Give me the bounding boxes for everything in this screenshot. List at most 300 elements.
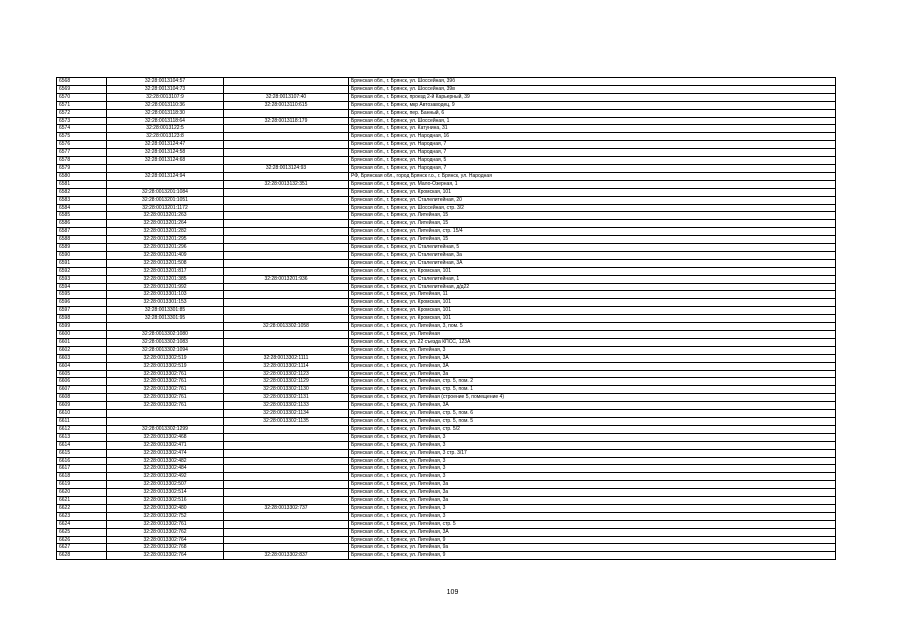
building-cadastral-number-cell [224,425,349,433]
address-cell: Брянская обл., г. Брянск, ул. Народная, 7 [349,164,836,172]
table-row [57,433,836,441]
address-cell: Брянская обл., г. Брянск, мкр Автозаводец, 9 [349,101,836,109]
row-number-cell: 6613 [57,433,107,441]
row-number-cell: 6625 [57,528,107,536]
row-number-cell: 6572 [57,109,107,117]
address-cell: Брянская обл., г. Брянск, ул. Литейная, 3а [349,489,836,497]
address-cell: Брянская обл., г. Брянск, ул. Литейная, 9 [349,552,836,560]
table-row [57,473,836,481]
row-number-cell: 6571 [57,101,107,109]
land-cadastral-number-cell: 32:28:0013201:409 [107,251,224,259]
address-cell: Брянская обл., г. Брянск, ул. Литейная, 3А [349,362,836,370]
land-cadastral-number-cell [107,323,224,331]
address-cell: Брянская обл., г. Брянск, ул. Литейная, 3а [349,370,836,378]
row-number-cell: 6608 [57,394,107,402]
row-number-cell: 6618 [57,473,107,481]
land-cadastral-number-cell: 32:28:0013302:471 [107,441,224,449]
table-row [57,267,836,275]
table-row [57,117,836,125]
address-cell: Брянская обл., г. Брянск, ул. Литейная, 3А [349,354,836,362]
address-cell: Брянская обл., г. Брянск, ул. Народная, 7 [349,141,836,149]
table-row [57,449,836,457]
row-number-cell: 6582 [57,188,107,196]
building-cadastral-number-cell [224,251,349,259]
land-cadastral-number-cell: 32:28:0013302:474 [107,449,224,457]
table-row [57,536,836,544]
building-cadastral-number-cell [224,220,349,228]
land-cadastral-number-cell: 32:28:0013201:1172 [107,204,224,212]
land-cadastral-number-cell: 32:28:0013302:764 [107,552,224,560]
address-cell: Брянская обл., г. Брянск, ул. Литейная, 3А [349,402,836,410]
row-number-cell: 6587 [57,228,107,236]
table-row [57,481,836,489]
land-cadastral-number-cell: 32:28:0013110:36 [107,101,224,109]
table-row [57,188,836,196]
building-cadastral-number-cell [224,331,349,339]
building-cadastral-number-cell: 32:28:0013302:1135 [224,417,349,425]
address-cell: Брянская обл., г. Брянск, ул. Литейная (строение 5, помещение 4) [349,394,836,402]
address-cell: Брянская обл., г. Брянск, ул. Шоссейная, 1 [349,117,836,125]
building-cadastral-number-cell [224,338,349,346]
address-cell: Брянская обл., г. Брянск, ул. Литейная, 3а [349,481,836,489]
table-row [57,417,836,425]
row-number-cell: 6589 [57,244,107,252]
table-row [57,259,836,267]
address-cell: Брянская обл., г. Брянск, ул. Народная, 7 [349,149,836,157]
row-number-cell: 6623 [57,512,107,520]
address-cell: Брянская обл., г. Брянск, ул. Кромская, 101 [349,307,836,315]
address-cell: Брянская обл., г. Брянск, ул. Литейная, 3А [349,528,836,536]
building-cadastral-number-cell: 32:28:0013302:1134 [224,410,349,418]
row-number-cell: 6619 [57,481,107,489]
land-cadastral-number-cell: 32:28:0013302:761 [107,386,224,394]
address-cell: Брянская обл., г. Брянск, ул. Литейная, 3, пом. 5 [349,323,836,331]
row-number-cell: 6594 [57,283,107,291]
building-cadastral-number-cell: 32:28:0013124:93 [224,164,349,172]
row-number-cell: 6609 [57,402,107,410]
table-row [57,251,836,259]
address-cell: Брянская обл., г. Брянск, ул. Народная, 16 [349,133,836,141]
table-row [57,552,836,560]
page-number: 109 [446,589,459,596]
address-cell: Брянская обл., г. Брянск, ул. Литейная, 3 [349,473,836,481]
table-row [57,244,836,252]
land-cadastral-number-cell: 32:28:0013302:519 [107,354,224,362]
building-cadastral-number-cell [224,109,349,117]
table-row [57,497,836,505]
building-cadastral-number-cell [224,283,349,291]
building-cadastral-number-cell [224,228,349,236]
table-row [57,125,836,133]
building-cadastral-number-cell [224,433,349,441]
address-cell: Брянская обл., г. Брянск, ул. 22 съезда КПСС, 123А [349,338,836,346]
table-row [57,331,836,339]
row-number-cell: 6620 [57,489,107,497]
table-row [57,307,836,315]
table-row [57,164,836,172]
building-cadastral-number-cell: 32:28:0013302:1129 [224,378,349,386]
land-cadastral-number-cell: 32:28:0013122:5 [107,125,224,133]
table-row [57,362,836,370]
building-cadastral-number-cell [224,544,349,552]
address-cell: Брянская обл., г. Брянск, ул. Кромская, 101 [349,188,836,196]
row-number-cell: 6611 [57,417,107,425]
address-cell: Брянская обл., г. Брянск, ул. Сталелитейная, 5 [349,244,836,252]
table-row [57,299,836,307]
address-cell: Брянская обл., г. Брянск, ул. Литейная, 3 [349,441,836,449]
row-number-cell: 6588 [57,236,107,244]
land-cadastral-number-cell: 32:28:0013302:761 [107,394,224,402]
address-cell: Брянская обл., г. Брянск, пер. Банный, 6 [349,109,836,117]
row-number-cell: 6580 [57,172,107,180]
land-cadastral-number-cell: 32:28:0013302:761 [107,520,224,528]
land-cadastral-number-cell: 32:28:0013302:480 [107,504,224,512]
table-row [57,520,836,528]
building-cadastral-number-cell: 32:28:0013201:936 [224,275,349,283]
table-row [57,78,836,86]
building-cadastral-number-cell [224,512,349,520]
building-cadastral-number-cell [224,196,349,204]
address-cell: Брянская обл., г. Брянск, ул. Литейная, стр. 5, пом. 5 [349,417,836,425]
building-cadastral-number-cell [224,141,349,149]
address-cell: Брянская обл., г. Брянск, ул. Литейная, стр. 15/4 [349,228,836,236]
land-cadastral-number-cell: 32:28:0013104:73 [107,85,224,93]
land-cadastral-number-cell: 32:28:0013302:1080 [107,331,224,339]
row-number-cell: 6581 [57,180,107,188]
row-number-cell: 6597 [57,307,107,315]
row-number-cell: 6614 [57,441,107,449]
table-row [57,101,836,109]
row-number-cell: 6627 [57,544,107,552]
row-number-cell: 6592 [57,267,107,275]
row-number-cell: 6569 [57,85,107,93]
building-cadastral-number-cell: 32:28:0013302:1130 [224,386,349,394]
address-cell: Брянская обл., г. Брянск, ул. Литейная, 11 [349,291,836,299]
address-cell: Брянская обл., г. Брянск, ул. Шоссейная, 39в [349,85,836,93]
building-cadastral-number-cell: 32:28:0013107:40 [224,93,349,101]
table-row [57,402,836,410]
building-cadastral-number-cell: 32:28:0013302:1123 [224,370,349,378]
address-cell: Брянская обл., г. Брянск, ул. Литейная, 3 стр. 3/17 [349,449,836,457]
address-cell: Брянская обл., г. Брянск, ул. Литейная, стр. 5, пом. 1 [349,386,836,394]
land-cadastral-number-cell: 32:28:0013302:752 [107,512,224,520]
row-number-cell: 6599 [57,323,107,331]
row-number-cell: 6598 [57,315,107,323]
building-cadastral-number-cell [224,149,349,157]
land-cadastral-number-cell: 32:28:0013201:263 [107,212,224,220]
row-number-cell: 6617 [57,465,107,473]
land-cadastral-number-cell: 32:28:0013201:1051 [107,196,224,204]
table-row [57,425,836,433]
land-cadastral-number-cell: 32:28:0013302:761 [107,402,224,410]
table-row [57,394,836,402]
row-number-cell: 6600 [57,331,107,339]
land-cadastral-number-cell [107,164,224,172]
address-cell: РФ, Брянская обл., город Брянск г.о., г. Брянск, ул. Народная [349,172,836,180]
table-row [57,457,836,465]
row-number-cell: 6573 [57,117,107,125]
building-cadastral-number-cell: 32:28:0013302:1131 [224,394,349,402]
row-number-cell: 6596 [57,299,107,307]
building-cadastral-number-cell: 32:28:0013132:351 [224,180,349,188]
building-cadastral-number-cell [224,157,349,165]
building-cadastral-number-cell [224,346,349,354]
address-cell: Брянская обл., г. Брянск, ул. Литейная, стр. 5/2 [349,425,836,433]
address-cell: Брянская обл., г. Брянск, ул. Литейная [349,331,836,339]
table-row [57,370,836,378]
building-cadastral-number-cell [224,465,349,473]
address-cell: Брянская обл., г. Брянск, ул. Литейная, 3 [349,457,836,465]
land-cadastral-number-cell: 32:28:0013201:295 [107,236,224,244]
address-cell: Брянская обл., г. Брянск, ул. Литейная, 9а [349,544,836,552]
land-cadastral-number-cell [107,180,224,188]
table-row [57,544,836,552]
row-number-cell: 6595 [57,291,107,299]
address-cell: Брянская обл., г. Брянск, ул. Сталелитейная, д/д22 [349,283,836,291]
building-cadastral-number-cell [224,520,349,528]
building-cadastral-number-cell [224,457,349,465]
building-cadastral-number-cell [224,481,349,489]
building-cadastral-number-cell [224,125,349,133]
address-cell: Брянская обл., г. Брянск, ул. Литейная, 3а [349,497,836,505]
table-row [57,85,836,93]
row-number-cell: 6568 [57,78,107,86]
address-cell: Брянская обл., г. Брянск, ул. Катунина, 31 [349,125,836,133]
land-cadastral-number-cell [107,410,224,418]
building-cadastral-number-cell [224,291,349,299]
land-cadastral-number-cell: 32:28:0013124:68 [107,157,224,165]
building-cadastral-number-cell [224,78,349,86]
table-row [57,528,836,536]
building-cadastral-number-cell: 32:28:0013302:737 [224,504,349,512]
land-cadastral-number-cell: 32:28:0013118:64 [107,117,224,125]
building-cadastral-number-cell [224,172,349,180]
land-cadastral-number-cell: 32:28:0013124:47 [107,141,224,149]
land-cadastral-number-cell: 32:28:0013302:519 [107,362,224,370]
land-cadastral-number-cell: 32:28:0013302:1299 [107,425,224,433]
address-cell: Брянская обл., г. Брянск, ул. Литейная, 3 [349,465,836,473]
building-cadastral-number-cell [224,497,349,505]
address-cell: Брянская обл., г. Брянск, ул. Сталелитейная, 3А [349,259,836,267]
row-number-cell: 6612 [57,425,107,433]
building-cadastral-number-cell [224,244,349,252]
address-cell: Брянская обл., г. Брянск, ул. Литейная, 15 [349,212,836,220]
table-row [57,283,836,291]
address-cell: Брянская обл., г. Брянск, ул. Литейная, стр. 5, пом. 6 [349,410,836,418]
row-number-cell: 6575 [57,133,107,141]
table-row [57,109,836,117]
building-cadastral-number-cell [224,299,349,307]
land-cadastral-number-cell: 32:28:0013124:94 [107,172,224,180]
row-number-cell: 6579 [57,164,107,172]
address-cell: Брянская обл., г. Брянск, ул. Сталелитейная, 1 [349,275,836,283]
address-cell: Брянская обл., г. Брянск, ул. Народная, 5 [349,157,836,165]
address-cell: Брянская обл., г. Брянск, проезд 2-й Карьерный, 39 [349,93,836,101]
table-row [57,212,836,220]
land-cadastral-number-cell: 32:28:0013302:468 [107,433,224,441]
land-cadastral-number-cell: 32:28:0013302:484 [107,465,224,473]
row-number-cell: 6593 [57,275,107,283]
row-number-cell: 6584 [57,204,107,212]
building-cadastral-number-cell [224,85,349,93]
address-cell: Брянская обл., г. Брянск, ул. Литейная, стр. 5, пом. 2 [349,378,836,386]
building-cadastral-number-cell: 32:28:0013118:179 [224,117,349,125]
land-cadastral-number-cell: 32:28:0013201:296 [107,244,224,252]
row-number-cell: 6591 [57,259,107,267]
row-number-cell: 6585 [57,212,107,220]
building-cadastral-number-cell: 32:28:0013302:1133 [224,402,349,410]
table-row [57,236,836,244]
row-number-cell: 6576 [57,141,107,149]
table-row [57,172,836,180]
row-number-cell: 6606 [57,378,107,386]
row-number-cell: 6577 [57,149,107,157]
land-cadastral-number-cell: 32:28:0013301:103 [107,291,224,299]
address-cell: Брянская обл., г. Брянск, ул. Литейная, 3 [349,346,836,354]
address-cell: Брянская обл., г. Брянск, ул. Шоссейная, 39б [349,78,836,86]
building-cadastral-number-cell [224,441,349,449]
building-cadastral-number-cell [224,259,349,267]
building-cadastral-number-cell [224,188,349,196]
land-cadastral-number-cell: 32:28:0013201:992 [107,283,224,291]
address-cell: Брянская обл., г. Брянск, ул. Кромская, 101 [349,315,836,323]
land-cadastral-number-cell: 32:28:0013302:507 [107,481,224,489]
address-cell: Брянская обл., г. Брянск, ул. Литейная, 3 [349,512,836,520]
address-cell: Брянская обл., г. Брянск, ул. Литейная, стр. 5 [349,520,836,528]
building-cadastral-number-cell [224,528,349,536]
land-cadastral-number-cell: 32:28:0013201:1084 [107,188,224,196]
address-cell: Брянская обл., г. Брянск, ул. Сталелитейная, 20 [349,196,836,204]
table-row [57,228,836,236]
table-row [57,133,836,141]
table-row [57,275,836,283]
land-cadastral-number-cell: 32:28:0013123:8 [107,133,224,141]
table-row [57,291,836,299]
building-cadastral-number-cell: 32:28:0013302:1058 [224,323,349,331]
table-row [57,157,836,165]
row-number-cell: 6610 [57,410,107,418]
row-number-cell: 6628 [57,552,107,560]
building-cadastral-number-cell [224,204,349,212]
land-cadastral-number-cell: 32:28:0013302:516 [107,497,224,505]
land-cadastral-number-cell: 32:28:0013301:95 [107,315,224,323]
table-row [57,465,836,473]
table-row [57,323,836,331]
land-cadastral-number-cell: 32:28:0013201:264 [107,220,224,228]
land-cadastral-number-cell: 32:28:0013302:761 [107,370,224,378]
land-cadastral-number-cell: 32:28:0013302:492 [107,473,224,481]
table-row [57,149,836,157]
building-cadastral-number-cell [224,133,349,141]
land-cadastral-number-cell: 32:28:0013107:9 [107,93,224,101]
building-cadastral-number-cell [224,449,349,457]
table-row [57,338,836,346]
building-cadastral-number-cell [224,236,349,244]
land-cadastral-number-cell: 32:28:0013302:761 [107,378,224,386]
land-cadastral-number-cell: 32:28:0013124:58 [107,149,224,157]
land-cadastral-number-cell: 32:28:0013302:1083 [107,338,224,346]
table-row [57,196,836,204]
building-cadastral-number-cell [224,267,349,275]
address-cell: Брянская обл., г. Брянск, ул. Литейная, 9 [349,536,836,544]
address-cell: Брянская обл., г. Брянск, ул. Кромская, 101 [349,299,836,307]
row-number-cell: 6601 [57,338,107,346]
land-cadastral-number-cell: 32:28:0013201:282 [107,228,224,236]
table-row [57,441,836,449]
row-number-cell: 6616 [57,457,107,465]
land-cadastral-number-cell: 32:28:0013201:385 [107,275,224,283]
building-cadastral-number-cell: 32:28:0013302:1111 [224,354,349,362]
land-cadastral-number-cell: 32:28:0013302:1094 [107,346,224,354]
table-row [57,410,836,418]
table-row [57,220,836,228]
row-number-cell: 6604 [57,362,107,370]
row-number-cell: 6605 [57,370,107,378]
address-cell: Брянская обл., г. Брянск, ул. Литейная, 3 [349,433,836,441]
building-cadastral-number-cell: 32:28:0013110:615 [224,101,349,109]
row-number-cell: 6624 [57,520,107,528]
address-cell: Брянская обл., г. Брянск, ул. Литейная, 15 [349,236,836,244]
registry-table [56,77,836,560]
building-cadastral-number-cell [224,315,349,323]
table-row [57,141,836,149]
address-cell: Брянская обл., г. Брянск, ул. Литейная, 15 [349,220,836,228]
land-cadastral-number-cell: 32:28:0013201:508 [107,259,224,267]
table-row [57,504,836,512]
address-cell: Брянская обл., г. Брянск, ул. Шоссейная, стр. 3/2 [349,204,836,212]
table-row [57,204,836,212]
land-cadastral-number-cell: 32:28:0013301:153 [107,299,224,307]
table-row [57,378,836,386]
registry-table-body [57,78,836,560]
row-number-cell: 6570 [57,93,107,101]
row-number-cell: 6586 [57,220,107,228]
row-number-cell: 6622 [57,504,107,512]
row-number-cell: 6583 [57,196,107,204]
building-cadastral-number-cell [224,489,349,497]
row-number-cell: 6615 [57,449,107,457]
land-cadastral-number-cell: 32:28:0013104:57 [107,78,224,86]
building-cadastral-number-cell: 32:28:0013302:1114 [224,362,349,370]
table-row [57,489,836,497]
building-cadastral-number-cell [224,473,349,481]
table-row [57,93,836,101]
building-cadastral-number-cell [224,307,349,315]
land-cadastral-number-cell: 32:28:0013302:514 [107,489,224,497]
table-row [57,512,836,520]
address-cell: Брянская обл., г. Брянск, ул. Литейная, 3 [349,504,836,512]
building-cadastral-number-cell: 32:28:0013302:837 [224,552,349,560]
row-number-cell: 6626 [57,536,107,544]
land-cadastral-number-cell: 32:28:0013302:482 [107,457,224,465]
table-row [57,386,836,394]
row-number-cell: 6621 [57,497,107,505]
table-row [57,346,836,354]
row-number-cell: 6602 [57,346,107,354]
land-cadastral-number-cell [107,417,224,425]
address-cell: Брянская обл., г. Брянск, ул. Сталелитейная, 3а [349,251,836,259]
row-number-cell: 6578 [57,157,107,165]
building-cadastral-number-cell [224,536,349,544]
row-number-cell: 6603 [57,354,107,362]
land-cadastral-number-cell: 32:28:0013302:764 [107,536,224,544]
table-row [57,180,836,188]
building-cadastral-number-cell [224,212,349,220]
land-cadastral-number-cell: 32:28:0013201:817 [107,267,224,275]
land-cadastral-number-cell: 32:28:0013118:30 [107,109,224,117]
row-number-cell: 6574 [57,125,107,133]
land-cadastral-number-cell: 32:28:0013302:762 [107,528,224,536]
